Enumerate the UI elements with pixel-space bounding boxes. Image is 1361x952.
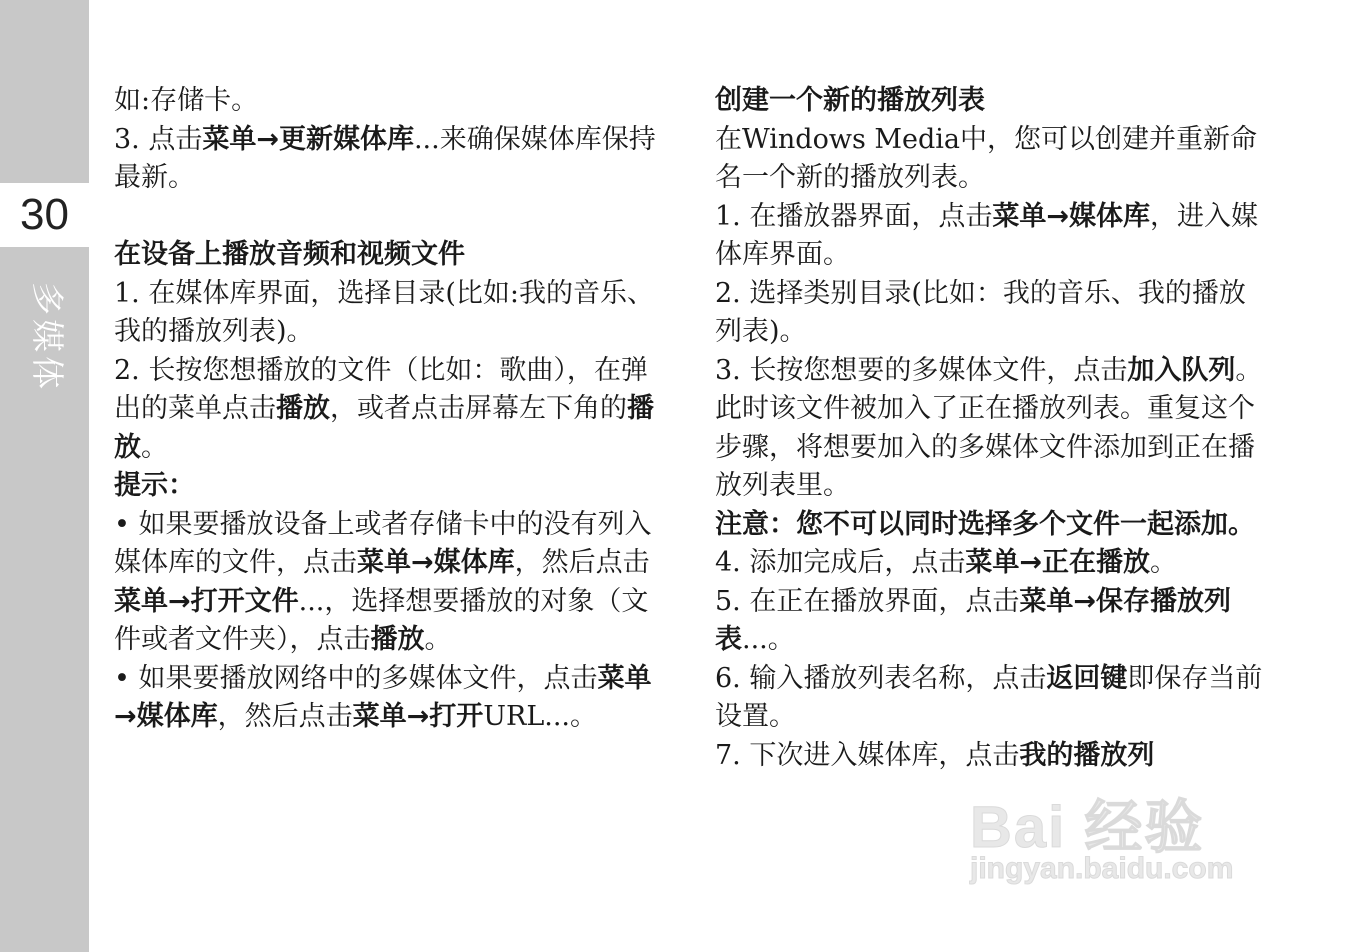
text-run: 2. 长按您想播放的文件（比如：歌曲），在弹出的菜单点击	[114, 354, 648, 424]
text-run: 7. 下次进入媒体库，点击	[715, 739, 1020, 771]
watermark-logo: Bai 经验	[970, 795, 1205, 860]
text-run: 即保存当前设置。	[715, 662, 1263, 732]
paragraph	[715, 275, 1271, 352]
bold-term: 返回键	[1046, 662, 1128, 694]
text-run: 6. 输入播放列表名称，点击	[715, 662, 1047, 694]
text-run: 2. 选择类别目录(比如：我的音乐、我的播放列表)。	[715, 277, 1246, 347]
text-run: 4. 添加完成后，点击	[715, 547, 966, 578]
paragraph	[715, 660, 1271, 737]
bold-term: 菜单→媒体库	[357, 547, 515, 578]
bold-term: 播放	[114, 393, 654, 463]
paragraph: 如:存储卡。	[114, 85, 259, 116]
bold-term: 播放	[276, 393, 330, 424]
text-run: ...。	[742, 624, 795, 655]
paragraph	[114, 275, 664, 352]
left-column	[114, 82, 664, 737]
text-run: ，进入媒体库界面。	[715, 200, 1258, 270]
bold-term: 播放	[370, 624, 425, 655]
text-run: ...来确保媒体库保持最新。	[114, 123, 656, 193]
paragraph	[114, 352, 664, 468]
text-run: • 如果要播放网络中的多媒体文件，点击	[114, 662, 598, 694]
baidu-watermark	[950, 780, 1280, 895]
text-run: 3. 点击	[114, 123, 203, 155]
paragraph	[715, 583, 1271, 660]
page-number-box	[0, 183, 89, 247]
note-paragraph: 注意：您不可以同时选择多个文件一起添加。	[715, 508, 1255, 540]
text-run: 。	[1149, 547, 1177, 578]
text-run: 在Windows Media中，您可以创建并重新命名一个新的播放列表。	[715, 123, 1258, 193]
section-title: 多媒体	[28, 282, 67, 393]
bold-term: 菜单→媒体库	[992, 200, 1150, 232]
bold-term: 菜单→打开	[352, 701, 484, 732]
bold-term: 菜单→媒体库	[114, 662, 652, 732]
text-run: 5. 在正在播放界面，点击	[715, 585, 1020, 617]
paragraph	[715, 198, 1271, 275]
right-column	[715, 82, 1271, 775]
section-sidebar	[0, 0, 89, 952]
bold-term: 我的播放列	[1019, 739, 1155, 771]
section-heading: 创建一个新的播放列表	[715, 85, 985, 116]
bold-term: 菜单→打开文件	[114, 585, 299, 617]
tip-label: 提示：	[114, 470, 195, 501]
bold-term: 菜单→正在播放	[965, 547, 1150, 578]
text-run: ，然后点击	[514, 547, 650, 578]
text-run: ，然后点击	[217, 701, 353, 732]
bold-term: 加入队列	[1127, 354, 1236, 386]
paragraph	[715, 352, 1271, 506]
bullet-paragraph	[114, 506, 664, 660]
bullet-paragraph	[114, 660, 664, 737]
text-run: 1. 在播放器界面，点击	[715, 200, 993, 232]
text-run: 1. 在媒体库界面，选择目录(比如:我的音乐、我的播放列表)。	[114, 277, 654, 347]
text-run: ...，选择想要播放的对象（文件或者文件夹），点击	[114, 585, 649, 655]
paragraph	[715, 121, 1271, 198]
page-number: 30	[20, 190, 69, 239]
text-run: 。	[141, 431, 168, 463]
text-run: • 如果要播放设备上或者存储卡中的没有列入媒体库的文件，点击	[114, 508, 652, 578]
paragraph	[715, 737, 1271, 776]
bold-term: 菜单→更新媒体库	[202, 123, 414, 155]
section-heading: 在设备上播放音频和视频文件	[114, 239, 465, 270]
bold-term: 菜单→保存播放列表	[715, 585, 1231, 655]
text-run: 3. 长按您想要的多媒体文件，点击	[715, 354, 1128, 386]
text-run: 。此时该文件被加入了正在播放列表。重复这个步骤，将想要加入的多媒体文件添加到正在播放列表里。	[715, 354, 1263, 501]
text-run: URL...。	[483, 701, 598, 732]
paragraph-gap	[114, 198, 664, 237]
paragraph	[114, 121, 664, 198]
watermark-url: jingyan.baidu.com	[970, 852, 1234, 885]
text-run: ，或者点击屏幕左下角的	[330, 393, 627, 424]
paragraph	[715, 544, 1271, 583]
text-run: 。	[424, 624, 452, 655]
